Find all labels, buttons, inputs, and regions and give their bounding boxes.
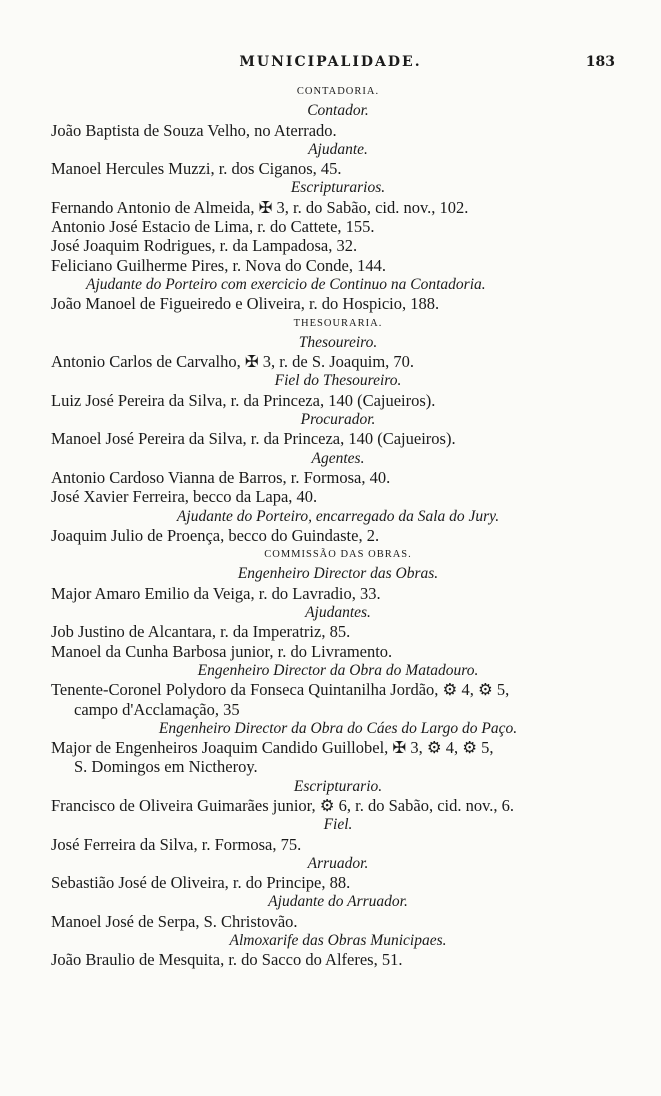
directory-entry: Fernando Antonio de Almeida, ✠ 3, r. do Sabão, cid. nov., 102. xyxy=(51,197,469,217)
role-heading: Fiel do Thesoureiro. xyxy=(274,372,402,390)
directory-entry: Major Amaro Emilio da Veiga, r. do Lavradio, 33. xyxy=(51,583,381,603)
role-heading: Engenheiro Director das Obras. xyxy=(237,565,439,583)
directory-entry: José Joaquim Rodrigues, r. da Lampadosa, 32. xyxy=(51,236,358,256)
role-heading: Ajudante do Arruador. xyxy=(268,893,408,911)
role-heading: Contador. xyxy=(307,102,369,120)
document-body xyxy=(48,82,628,970)
directory-entry: João Baptista de Souza Velho, no Aterrado. xyxy=(51,120,337,140)
directory-entry: Luiz José Pereira da Silva, r. da Princeza, 140 (Cajueiros). xyxy=(51,390,436,410)
directory-entry: Antonio Carlos de Carvalho, ✠ 3, r. de S. Joaquim, 70. xyxy=(51,352,415,372)
entry-continuation: S. Domingos em Nictheroy. xyxy=(74,757,258,777)
running-header xyxy=(0,52,661,78)
directory-entry: Job Justino de Alcantara, r. da Imperatriz, 85. xyxy=(51,622,351,642)
role-heading: Fiel. xyxy=(323,816,353,834)
role-heading: Escripturario. xyxy=(293,777,383,795)
role-heading: Ajudante do Porteiro com exercicio de Continuo na Contadoria. xyxy=(86,275,486,293)
directory-entry: Manoel José de Serpa, S. Christovão. xyxy=(51,911,298,931)
section-heading: THESOURARIA. xyxy=(293,317,383,329)
section-heading: CONTADORIA. xyxy=(296,86,380,97)
header-title: MUNICIPALIDADE. xyxy=(239,54,422,70)
directory-entry: Francisco de Oliveira Guimarães junior, ⚙ 6, r. do Sabão, cid. nov., 6. xyxy=(51,795,515,815)
directory-entry: Sebastião José de Oliveira, r. do Principe, 88. xyxy=(51,873,351,893)
directory-entry: Antonio José Estacio de Lima, r. do Cattete, 155. xyxy=(51,217,375,237)
role-heading: Ajudantes. xyxy=(305,604,371,622)
directory-entry: Tenente-Coronel Polydoro da Fonseca Quintanilha Jordão, ⚙ 4, ⚙ 5, xyxy=(51,680,510,700)
directory-entry: Manoel da Cunha Barbosa junior, r. do Livramento. xyxy=(51,641,393,661)
directory-entry: José Ferreira da Silva, r. Formosa, 75. xyxy=(51,834,302,854)
directory-entry: Manoel Hercules Muzzi, r. dos Ciganos, 45. xyxy=(51,159,342,179)
role-heading: Procurador. xyxy=(300,411,376,429)
role-heading: Thesoureiro. xyxy=(298,333,378,351)
directory-entry: Joaquim Julio de Proença, becco do Guindaste, 2. xyxy=(51,525,380,545)
role-heading: Almoxarife das Obras Municipaes. xyxy=(229,932,447,950)
directory-entry: João Manoel de Figueiredo e Oliveira, r. do Hospicio, 188. xyxy=(51,294,440,314)
directory-entry: Feliciano Guilherme Pires, r. Nova do Conde, 144. xyxy=(51,255,386,275)
page-number: 183 xyxy=(585,54,615,70)
directory-entry: Antonio Cardoso Vianna de Barros, r. Formosa, 40. xyxy=(51,467,391,487)
role-heading: Agentes. xyxy=(311,449,365,467)
role-heading: Ajudante. xyxy=(308,140,368,158)
directory-entry: José Xavier Ferreira, becco da Lapa, 40. xyxy=(51,487,318,507)
role-heading: Engenheiro Director da Obra do Matadouro. xyxy=(197,661,479,679)
role-heading: Escripturarios. xyxy=(290,179,386,197)
entry-continuation: campo d'Acclamação, 35 xyxy=(74,699,240,719)
role-heading: Ajudante do Porteiro, encarregado da Sala do Jury. xyxy=(176,507,500,525)
role-heading: Engenheiro Director da Obra do Cáes do Largo do Paço. xyxy=(158,719,518,737)
directory-entry: Major de Engenheiros Joaquim Candido Guillobel, ✠ 3, ⚙ 4, ⚙ 5, xyxy=(51,738,494,758)
directory-entry: João Braulio de Mesquita, r. do Sacco do Alferes, 51. xyxy=(51,950,403,970)
section-heading: COMMISSÃO DAS OBRAS. xyxy=(264,549,412,561)
directory-entry: Manoel José Pereira da Silva, r. da Princeza, 140 (Cajueiros). xyxy=(51,429,456,449)
role-heading: Arruador. xyxy=(307,854,369,872)
